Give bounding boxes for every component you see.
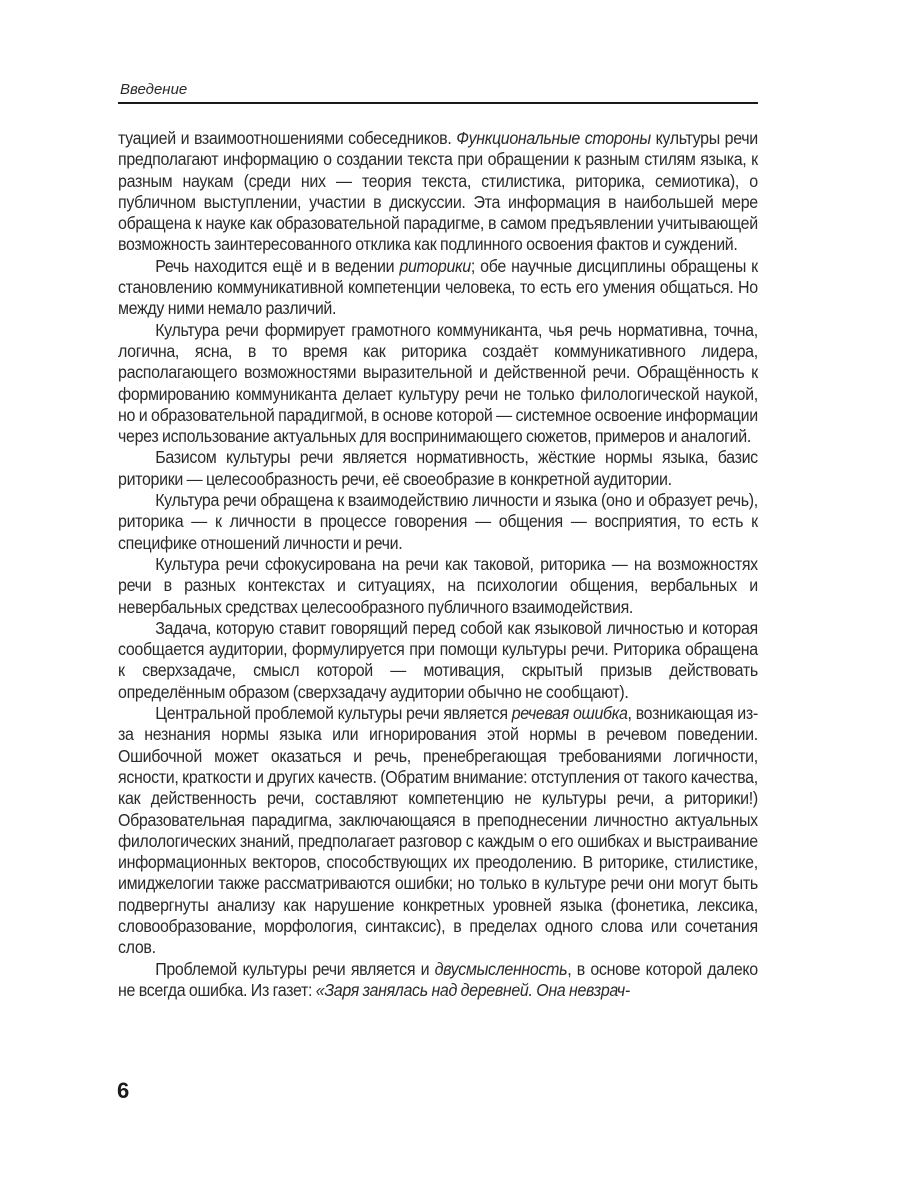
paragraph <box>118 959 758 1002</box>
paragraph <box>118 256 758 320</box>
emphasized-text: риторики <box>399 255 471 276</box>
text-run: Речь находится ещё и в ведении <box>155 255 400 276</box>
text-run: Центральной проблемой культуры речи является <box>155 703 512 724</box>
text-run: Культура речи формирует грамотного коммуниканта, чья речь нормативна, точна, логична, ясна, в то время как риторика создаёт коммуникативного лидера, располагающего возможностями выразительной и действенной речи. Обращённость к формированию коммуниканта делает культуру речи не только филологической наукой, но и образовательной парадигмой, в основе которой — системное освоение информации через использование актуальных для воспринимающего сюжетов, примеров и аналогий. <box>118 319 758 447</box>
text-run: культуры речи предполагают информацию о создании текста при обращении к разным стилям языка, к разным наукам (среди них — теория текста, стилистика, риторика, семиотика), о публичном выступлении, участии в дискуссии. Эта информация в наибольшей мере обращена к науке как образовательной парадигме, в самом предъявлении учитывающей возможность заинтересованного отклика как подлинного освоения фактов и суждений. <box>118 128 758 255</box>
paragraph <box>118 490 758 554</box>
text-run: туацией и взаимоотношениями собеседников. <box>118 128 457 148</box>
text-run: , возникающая из-за незнания нормы языка или игнорирования этой нормы в речевом поведении. Ошибочной может оказаться и речь, пренебрегающая требованиями логичности, ясности, краткости и других качеств. (Обратим внимание: отступления от такого качества, как действенность речи, составляют компетенцию не культуры речи, а риторики!) Образовательная парадигма, заключающаяся в преподнесении личностно актуальных филологических знаний, предполагает разговор с каждым о его ошибках и выстраивание информационных векторов, способствующих их преодолению. В риторике, стилистике, имиджелогии также рассматриваются ошибки; но только в культуре речи они могут быть подвергнуты анализу как нарушение конкретных уровней языка (фонетика, лексика, словообразование, морфология, синтаксис), в пределах одного слова или сочетания слов. <box>118 703 758 958</box>
text-run: , в основе которой далеко не всегда ошибка. Из газет: <box>118 958 758 1000</box>
paragraph <box>118 128 758 256</box>
body-text <box>118 128 758 1001</box>
text-run: Культура речи обращена к взаимодействию личности и языка (оно и образует речь), риторика — к личности в процессе говорения — общения — восприятия, то есть к специфике отношений личности и речи. <box>118 490 758 553</box>
text-run: Базисом культуры речи является нормативность, жёсткие нормы языка, базис риторики — целесообразность речи, её своеобразие в конкретной аудитории. <box>118 447 758 489</box>
text-run: ; обе научные дисциплины обращены к становлению коммуникативной компетенции человека, то есть его умения общаться. Но между ними немало различий. <box>118 255 758 319</box>
text-run: Культура речи сфокусирована на речи как таковой, риторика — на возможностях речи в разных контекстах и ситуациях, на психологии общения, вербальных и невербальных средствах целесообразного публичного взаимодействия. <box>118 553 758 617</box>
running-head <box>118 80 758 104</box>
emphasized-text: речевая ошибка <box>511 703 628 724</box>
emphasized-text: Функциональные стороны <box>456 128 651 148</box>
paragraph <box>118 618 758 703</box>
page-number: 6 <box>117 1078 130 1103</box>
paragraph <box>118 554 758 618</box>
text-run: Проблемой культуры речи является и <box>155 958 435 979</box>
running-head-title: Введение <box>120 81 188 98</box>
paragraph <box>118 320 758 448</box>
text-run: Задача, которую ставит говорящий перед собой как языковой личностью и которая сообщается аудитории, формулируется при помощи культуры речи. Риторика обращена к сверхзадаче, смысл которой — мотивация, скрытый призыв действовать определённым образом (сверхзадачу аудитории обычно не сообщают). <box>118 617 758 702</box>
paragraph <box>118 703 758 959</box>
emphasized-text: «Заря занялась над деревней. Она невзрач- <box>315 979 630 1000</box>
emphasized-text: двусмысленность <box>434 958 568 979</box>
paragraph <box>118 447 758 490</box>
